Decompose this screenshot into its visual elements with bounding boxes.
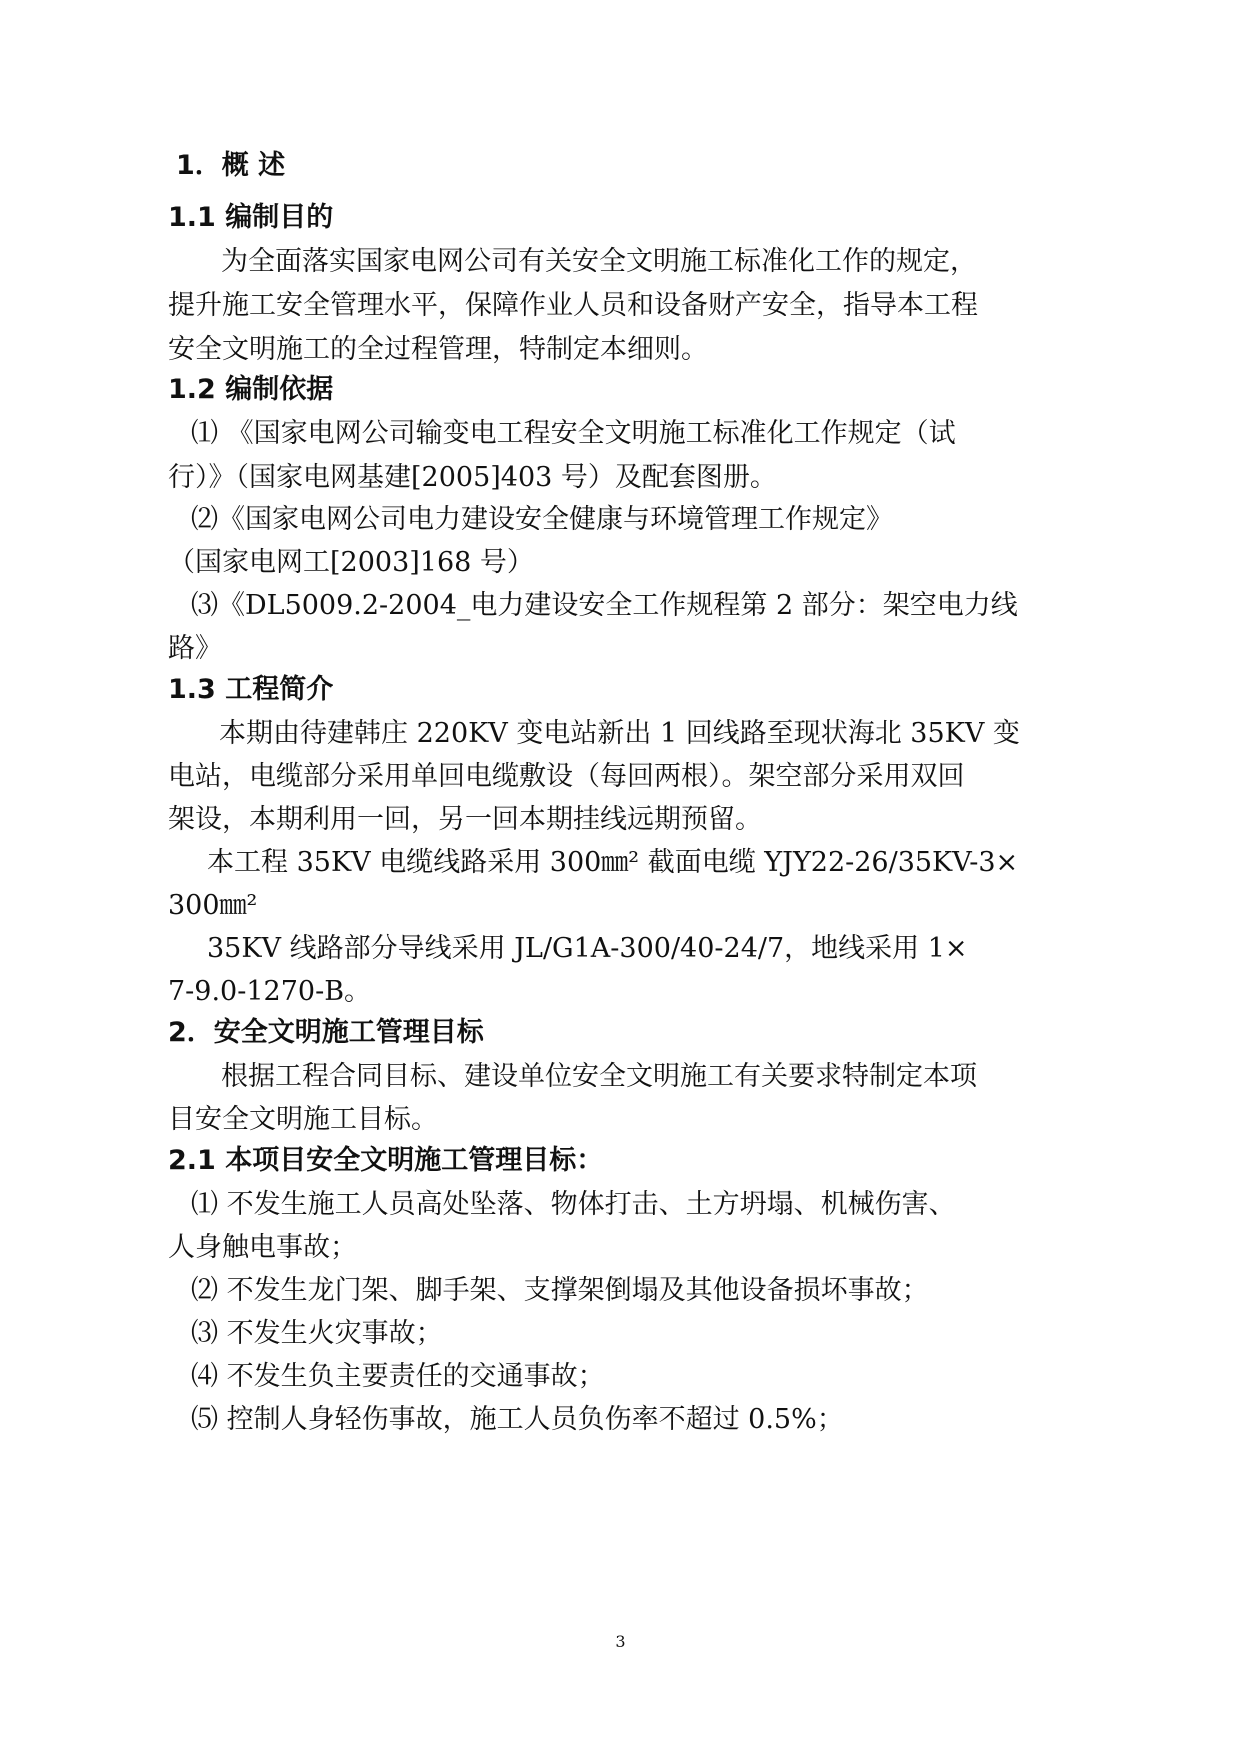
reference-line: ⑵《国家电网公司电力建设安全健康与环境管理工作规定》 [191,504,893,535]
reference-line: ⑴ 《国家电网公司输变电工程安全文明施工标准化工作规定（试 [191,418,956,449]
reference-line: ⑶《DL5009.2-2004_电力建设安全工作规程第 2 部分：架空电力线 [191,590,1018,621]
heading-project-summary: 1.3 工程简介 [168,674,334,705]
heading-basis: 1.2 编制依据 [168,374,334,405]
heading-purpose: 1.1 编制目的 [168,202,334,233]
paragraph-line: 35KV 线路部分导线采用 JL/G1A-300/40-24/7，地线采用 1× [207,933,968,964]
paragraph-line: 提升施工安全管理水平，保障作业人员和设备财产安全，指导本工程 [168,290,978,321]
goal-line: 人身触电事故； [168,1232,357,1263]
goal-line: ⑷ 不发生负主要责任的交通事故； [191,1361,605,1392]
paragraph-line: 本工程 35KV 电缆线路采用 300㎜² 截面电缆 YJY22-26/35KV-3× [207,847,1019,878]
paragraph-line: 电站，电缆部分采用单回电缆敷设（每回两根）。架空部分采用双回 [168,761,965,792]
paragraph-line: 7-9.0-1270-B。 [168,976,372,1007]
reference-line: 行）》（国家电网基建[2005]403 号）及配套图册。 [168,462,777,493]
paragraph-line: 根据工程合同目标、建设单位安全文明施工有关要求特制定本项 [221,1061,977,1092]
goal-line: ⑵ 不发生龙门架、脚手架、支撑架倒塌及其他设备损坏事故； [191,1275,929,1306]
heading-project-goals: 2.1 本项目安全文明施工管理目标： [168,1145,604,1176]
heading-overview: 1．概 述 [176,150,286,181]
paragraph-line: 安全文明施工的全过程管理，特制定本细则。 [168,334,708,365]
paragraph-line: 为全面落实国家电网公司有关安全文明施工标准化工作的规定， [221,246,977,277]
goal-line: ⑶ 不发生火灾事故； [191,1318,443,1349]
paragraph-line: 架设，本期利用一回，另一回本期挂线远期预留。 [168,804,762,835]
goal-line: ⑴ 不发生施工人员高处坠落、物体打击、土方坍塌、机械伤害、 [191,1189,956,1220]
heading-safety-goals: 2．安全文明施工管理目标 [168,1017,484,1048]
goal-line: ⑸ 控制人身轻伤事故，施工人员负伤率不超过 0.5%； [191,1404,844,1435]
paragraph-line: 目安全文明施工目标。 [168,1104,438,1135]
reference-line: 路》 [168,633,222,664]
page-number: 3 [615,1632,626,1651]
paragraph-line: 300㎜² [168,890,258,921]
paragraph-line: 本期由待建韩庄 220KV 变电站新出 1 回线路至现状海北 35KV 变 [219,718,1020,749]
reference-line: （国家电网工[2003]168 号） [168,547,534,578]
